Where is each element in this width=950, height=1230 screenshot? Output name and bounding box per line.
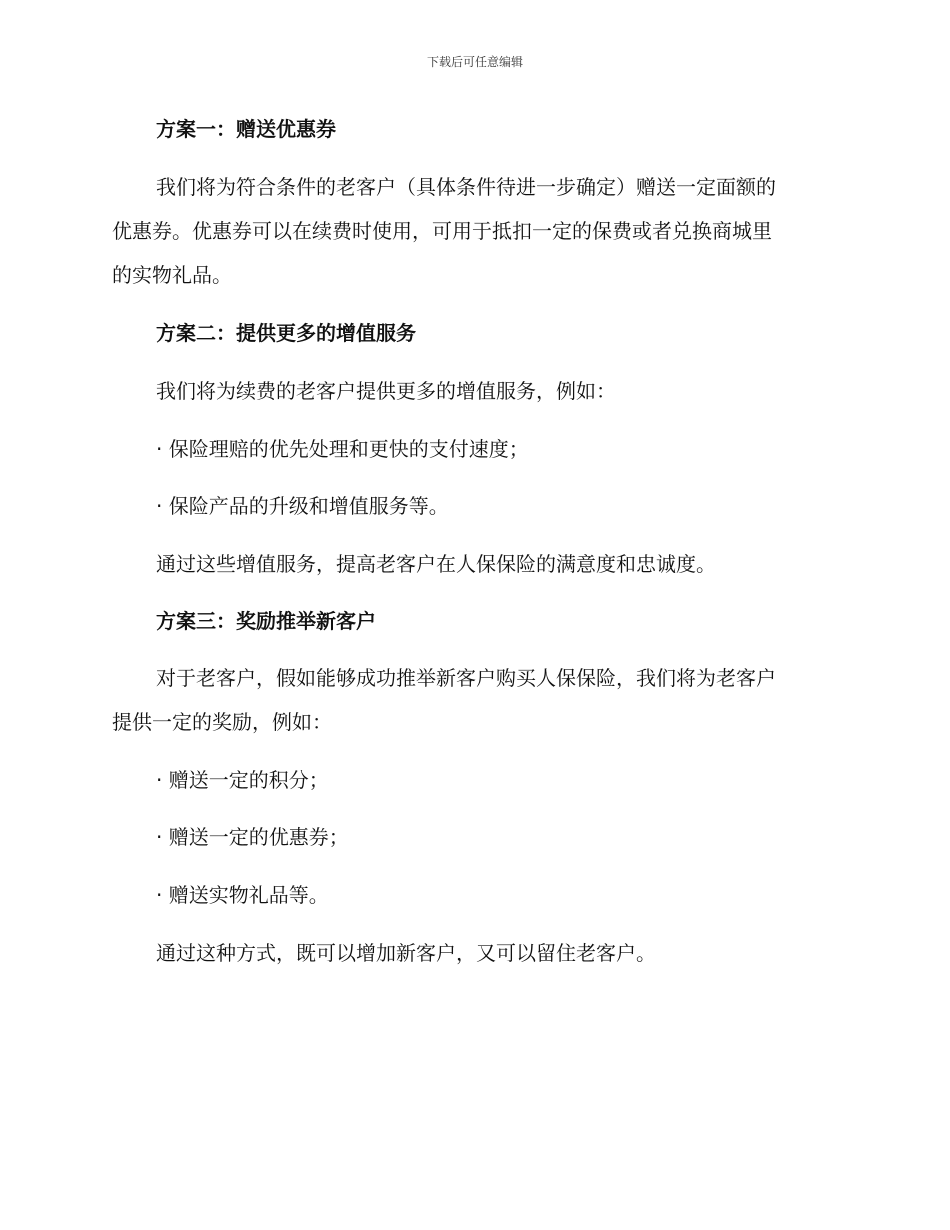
section-heading-3: 方案三：奖励推举新客户: [156, 609, 376, 633]
paragraph-line: 对于老客户，假如能够成功推举新客户购买人保保险，我们将为老客户: [156, 666, 776, 690]
section-heading-2: 方案二：提供更多的增值服务: [156, 321, 416, 345]
paragraph-line: 优惠券。优惠券可以在续费时使用，可用于抵扣一定的保费或者兑换商城里: [112, 219, 772, 243]
paragraph-line: 的实物礼品。: [112, 263, 232, 287]
bullet-item: · 保险理赔的优先处理和更快的支付速度；: [156, 437, 529, 461]
paragraph-line: 通过这种方式，既可以增加新客户，又可以留住老客户。: [156, 941, 656, 965]
paragraph-line: 提供一定的奖励，例如：: [112, 710, 332, 734]
paragraph-line: 通过这些增值服务，提高老客户在人保保险的满意度和忠诚度。: [156, 552, 716, 576]
paragraph-line: 我们将为续费的老客户提供更多的增值服务，例如：: [156, 379, 616, 403]
bullet-item: · 赠送一定的优惠券；: [156, 825, 349, 849]
bullet-item: · 保险产品的升级和增值服务等。: [156, 494, 449, 518]
section-heading-1: 方案一：赠送优惠券: [156, 117, 336, 141]
page-header: 下载后可任意编辑: [426, 55, 523, 69]
paragraph-line: 我们将为符合条件的老客户（具体条件待进一步确定）赠送一定面额的: [156, 175, 776, 199]
bullet-item: · 赠送一定的积分；: [156, 768, 329, 792]
bullet-item: · 赠送实物礼品等。: [156, 883, 329, 907]
